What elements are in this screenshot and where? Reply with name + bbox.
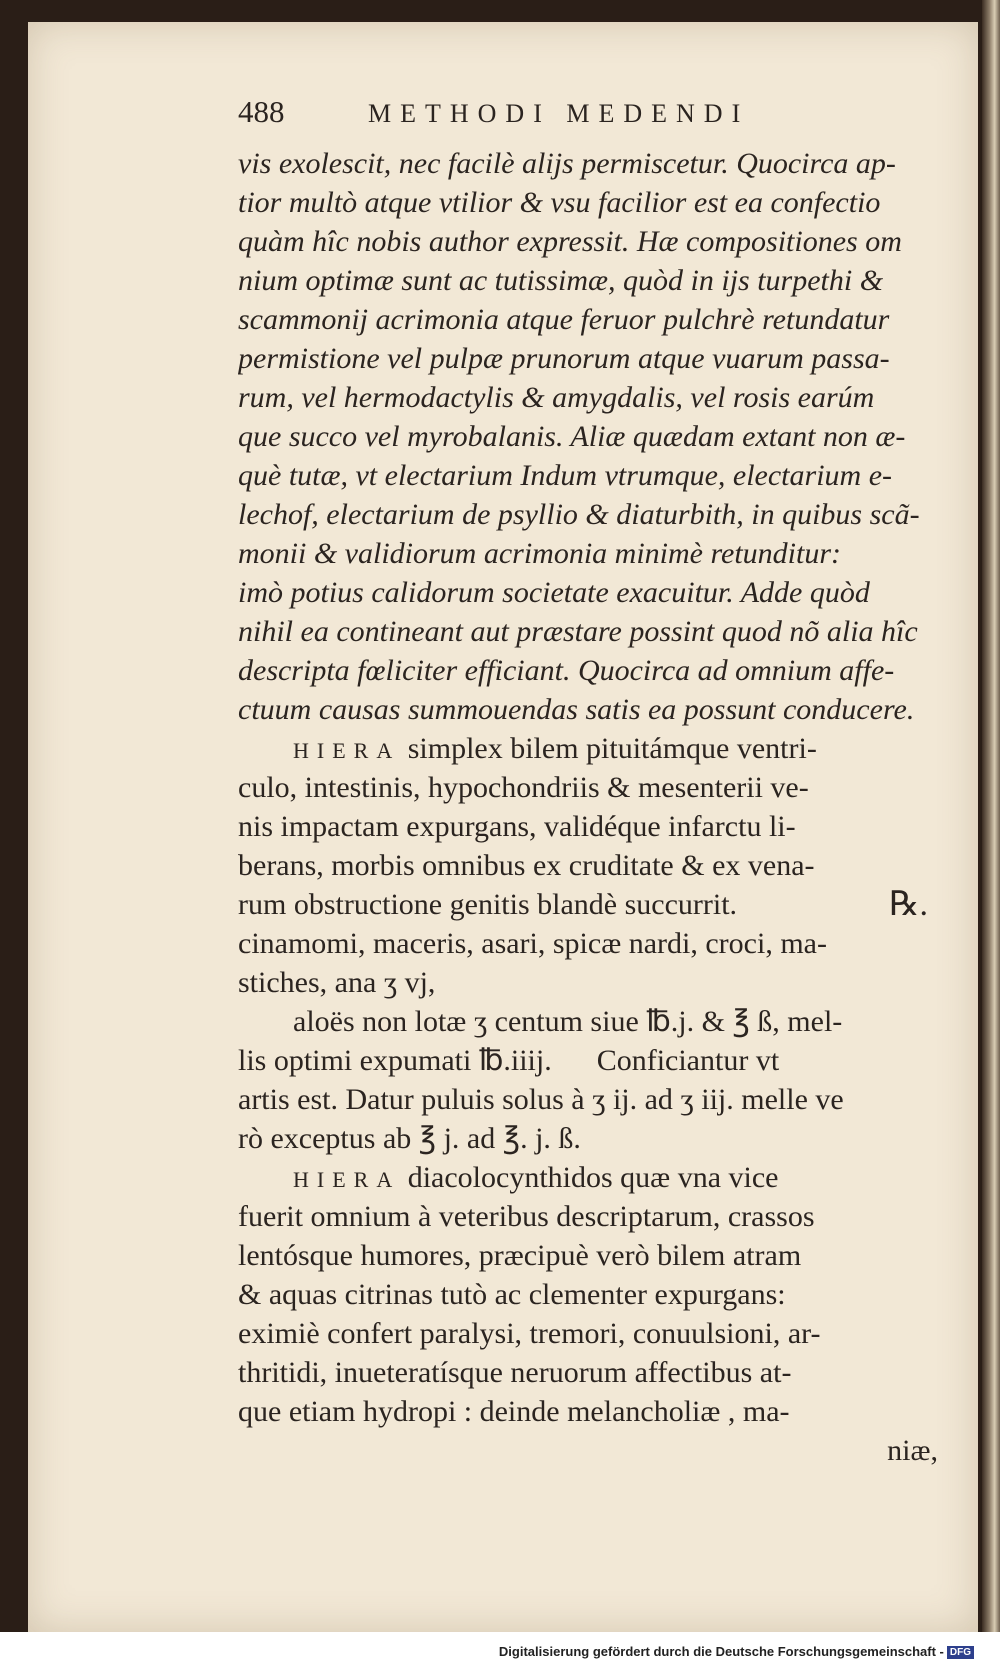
book-page [28,22,978,1632]
page-text-block [238,94,938,1470]
paragraph-lead-word: HIERA [293,738,401,763]
text-line: artis est. Datur puluis solus à ʒ ij. ad ʒ iij. melle ve [238,1083,844,1116]
hiera-simplex-paragraph [238,729,938,1158]
text-line: thritidi, inueteratísque neruorum affectibus at- [238,1356,792,1389]
text-line: ctuum causas summouendas satis ea possunt conducere. [238,693,915,726]
text-line: nihil ea contineant aut præstare possint quod nõ alia hîc [238,615,918,648]
text-line: nis impactam expurgans, validéque infarctu li- [238,810,796,843]
footer-credit [499,1644,974,1659]
recipe-line-text: rum obstructione genitis blandè succurrit. [238,888,738,921]
text-line: berans, morbis omnibus ex cruditate & ex vena- [238,849,815,882]
text-line: eximiè confert paralysi, tremori, conuulsioni, ar- [238,1317,821,1350]
paragraph-first-line-text: diacolocynthidos quæ vna vice [400,1161,779,1194]
page-number: 488 [238,94,285,129]
text-line: descripta fœliciter efficiant. Quocirca ad omnium affe- [238,654,895,687]
text-line: cinamomi, maceris, asari, spicæ nardi, croci, ma- [238,927,827,960]
text-line: nium optimæ sunt ac tutissimæ, quòd in ijs turpethi & [238,264,884,297]
text-line: scammonij acrimonia atque feruor pulchrè retundatur [238,303,890,336]
text-line: tior multò atque vtilior & vsu facilior est ea confectio [238,186,881,219]
text-line: lentósque humores, præcipuè verò bilem atram [238,1239,802,1272]
hiera-diacolocynthidos-paragraph [238,1158,938,1470]
paragraph-first-line-text: simplex bilem pituitámque ventri- [400,732,817,765]
recipe-symbol: ℞. [889,886,928,923]
text-line: quàm hîc nobis author expressit. Hæ compositiones om [238,225,902,258]
text-line: que etiam hydropi : deinde melancholiæ , ma- [238,1395,790,1428]
paragraph-lead-word: HIERA [293,1167,401,1192]
text-line: vis exolescit, nec facilè alijs permiscetur. Quocirca ap- [238,147,896,180]
text-line: imò potius calidorum societate exacuitur. Adde quòd [238,576,870,609]
text-line: permistione vel pulpæ prunorum atque vuarum passa- [238,342,890,375]
text-line: stiches, ana ʒ vj, [238,966,436,999]
text-line: lechof, electarium de psyllio & diaturbith, in quibus scã- [238,498,920,531]
text-line: què tutæ, vt electarium Indum vtrumque, electarium e- [238,459,892,492]
text-line: que succo vel myrobalanis. Aliæ quædam extant non æ- [238,420,906,453]
recipe-line [238,885,938,924]
page-edge [982,0,1000,1632]
footer-bar [0,1632,1000,1670]
italic-commentary [238,144,938,729]
text-line: culo, intestinis, hypochondriis & mesenterii ve- [238,771,809,804]
indented-ingredient-line: aloës non lotæ ʒ centum siue ℔.j. & ℥ ß, mel- [293,1005,843,1038]
paragraph-first-line [238,729,938,768]
text-line: & aquas citrinas tutò ac clementer expurgans: [238,1278,786,1311]
running-head [238,94,938,144]
dfg-logo-badge: DFG [947,1646,974,1659]
catchword: niæ, [887,1434,938,1467]
text-line: fuerit omnium à veteribus descriptarum, crassos [238,1200,815,1233]
text-line: rò exceptus ab ℥ j. ad ℥. j. ß. [238,1122,581,1155]
running-title: METHODI MEDENDI [368,99,750,128]
text-line: lis optimi expumati ℔.iiij. Conficiantur vt [238,1044,780,1077]
text-line: rum, vel hermodactylis & amygdalis, vel rosis earúm [238,381,875,414]
footer-credit-text: Digitalisierung gefördert durch die Deutsche Forschungsgemeinschaft - [498,1644,944,1659]
paragraph-first-line [238,1158,938,1197]
text-line: monii & validiorum acrimonia minimè retunditur: [238,537,842,570]
